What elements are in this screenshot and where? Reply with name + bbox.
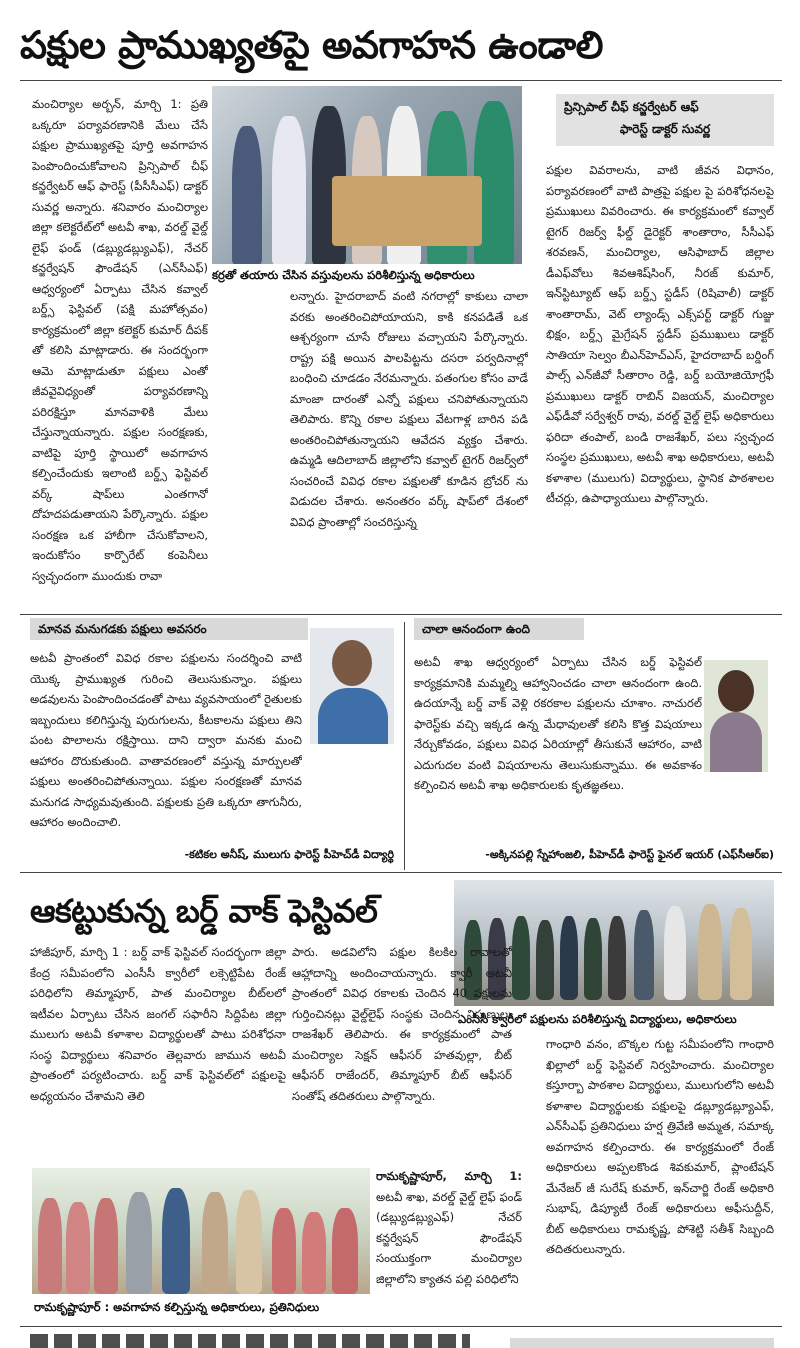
next-box-fragment <box>510 1338 774 1348</box>
divider <box>20 1326 782 1327</box>
dateline: రామకృష్ణాపూర్, మార్చి 1: <box>376 1169 522 1183</box>
divider <box>20 80 782 81</box>
photo-caption: ఎంసీసీ క్వారీలో పక్షులను పరిశీలిస్తున్న విద్యార్థులు, అధికారులు <box>458 1012 737 1026</box>
highlight-line-1: ప్రిన్సిపాల్ చీఫ్ కన్జర్వేటర్ ఆఫ్ <box>564 100 699 114</box>
quote-heading-very-happy: చాలా ఆనందంగా ఉంది <box>414 618 584 640</box>
quote1-signature: -కటికల అనీష్, ములుగు ఫారెస్ట్ పీహెచ్‌డీ విద్యార్థి <box>184 848 394 861</box>
headline-birds-importance: పక్షుల ప్రాముఖ్యతపై అవగాహన ఉండాలి <box>20 23 603 67</box>
article1-column-2: లన్నారు. హైదరాబాద్ వంటి నగరాల్లో కాకులు చాలా వరకు అంతరించిపోయాయని, కాకి కనపడితే ఒక ఆశ్చర్యంగా చూసే రోజులు వచ్చాయని పేర్కొన్నారు. రాష్ట్ర పక్షి అయిన పాలపిట్టను దసరా పర్వదినాల్లో బంధించి చూడడం నేరమన్నారు. పతంగుల కోసం వాడే మాంజా దారంతో ఎన్నో పక్షులు చనిపోతున్నాయని తెలిపారు. కొన్ని రకాల పక్షులు వేటగాళ్ల బారిన పడి అంతరించిపోతున్నాయని ఆవేదన వ్యక్తం చేశారు. ఉమ్మడి ఆదిలాబాద్ జిల్లాలోని కవ్వాల్ టైగర్ రిజర్వ్‌లో సంచరించే వివిధ రకాల పక్షులతో కూడిన బ్రోచర్ ను విడుదల చేశారు. అనంతరం వర్క్ షాప్‌లో దేశంలో వివిధ ప్రాంతాల్లో సంచరిస్తున్న <box>290 289 528 529</box>
article2-column-1: హాజీపూర్, మార్చి 1 : బర్డ్ వాక్ ఫెస్టివల్ సందర్భంగా జిల్లా కేంద్ర సమీపంలోని ఎంసీసీ క్వారీలో లక్సెట్టిపేట రేంజ్ పరిధిలోని తిమ్మాపూర్, పాత మంచిర్యాల బీట్‌లలో ఇటీవల ఏర్పాటు చేసిన జంగల్ సఫారీని సిద్దిపేట జిల్లా ములుగు అటవీ కళాశాల విద్యార్థులతో పాటు పరిశోధనా సంస్థ విద్యార్థులు శనివారం తెల్లవారు జామున అటవీ ప్రాంతంలో పర్యటించారు. బర్డ్ వాక్ ఫెస్టివల్‌లో పక్షులపై అధ్యయనం చేశామని తెలి <box>30 945 286 1103</box>
awareness-photo <box>32 1168 370 1294</box>
divider <box>20 872 782 873</box>
divider <box>20 614 782 615</box>
photo-caption: కర్రతో తయారు చేసిన వస్తువులను పరిశీలిస్తున్న అధికారులు <box>212 268 475 282</box>
student-portrait <box>704 660 768 772</box>
quote2-signature: -అక్కినపల్లి స్నేహాంజలి, పీహెచ్‌డీ ఫారెస్ట్ ఫైనల్ ఇయర్ (ఎఫ్‌సీఆర్‌ఐ) <box>485 848 774 861</box>
highlight-line-2: ఫారెస్ట్ డాక్టర్ సువర్ణ <box>619 122 711 136</box>
divider <box>404 622 405 870</box>
officials-photo <box>212 86 522 264</box>
quote1-body: అటవీ ప్రాంతంలో వివిధ రకాల పక్షులను సందర్శించి వాటి యొక్క ప్రాముఖ్యత గురించి తెలుసుకున్నాం. పక్షులు అడవులను పెంపొందించడంతో పాటు వ్యవసాయంలో రైతులకు ఇబ్బందులు కలిగిస్తున్న పురుగులను, కీటకాలను పక్షులు తిని పంట పొలాలను రక్షిస్తాయి. దాని ద్వారా మనకు మంచి ఆహారం దొరుకుతుంది. వాతావరణంలో వస్తున్న మార్పులతో పక్షులు అంతరించిపోతున్నాయి. పక్షుల సంరక్షణతో మానవ మనుగడ సాధ్యమవుతుంది. పక్షులకు ప్రతి ఒక్కరూ తాగునీరు, ఆహారం అందించాలి. <box>30 651 302 829</box>
article1-column-3: పక్షుల వివరాలను, వాటి జీవన విధానం, పర్యావరణంలో వాటి పాత్రపై పక్షుల పై పరిశోధనలపై ప్రముఖులు వివరించారు. ఈ కార్యక్రమంలో కవ్వాల్ టైగర్ రిజర్వ్ ఫీల్డ్ డైరెక్టర్ శాంతారాం, సీసీఎఫ్ శరవణన్, మంచిర్యాల, ఆసిఫాబాద్ జిల్లాల డీఎఫ్‌వోలు శివఆశిష్‌సింగ్, నీరజ్ కుమార్, ఇన్‌స్టిట్యూట్ ఆఫ్ బర్డ్స్ స్టడీస్ (రిషివాలీ) డాక్టర్ శాంతారామ్, వెట్ ల్యాండ్స్ ఎక్స్‌పర్ట్ డాక్టర్ గుజ్జు భిక్షం, బర్డ్స్ మైగ్రేషన్ స్టడీస్ ప్రముఖులు డాక్టర్ సాతియా సెల్వం బీఎన్‌హెచ్‌ఎస్, హైదరాబాద్ బర్డింగ్ పాల్స్ ఎన్‌జీవో సీతారాం రెడ్డి, బర్డ్ బయోజియోగ్రఫీ ప్రముఖులు డాక్టర్ రాబిన్ విజయన్, మంచిర్యాల ఎఫ్‌డీవో సర్వేశ్వర్ రావు, వరల్డ్ వైల్డ్ లైఫ్ అధికారులు ఫరిదా తంపాల్, బండి రాజశేఖర్, పలు స్వచ్ఛంద సంస్థల ప్రముఖులు, అటవీ శాఖ అధికారులు, అటవీ కళాశాల (ములుగు) విద్యార్థులు, స్థానిక పాఠశాలల టీచర్లు, ఉపాధ్యాయులు పాల్గొన్నారు. <box>546 163 774 505</box>
article3-body <box>376 1166 522 1314</box>
highlight-box <box>556 94 774 146</box>
quote-heading-human-survival: మానవ మనుగడకు పక్షులు అవసరం <box>30 618 308 640</box>
article2-column-2: పారు. అడవిలోని పక్షుల కిలకిల రావాలతో ఆహ్లాదాన్ని అందించాయన్నారు. క్వారీ అటవీ ప్రాంతంలో వివిధ రకాలకు చెందిన 40 పక్షులను గుర్తించినట్లు వైల్డ్‌లైఫ్ సంస్థకు చెందిన నిపుణులు రాజశేఖర్ తెలిపారు. ఈ కార్యక్రమంలో పాత మంచిర్యాల సెక్షన్ ఆఫీసర్ హతవుల్లా, బీట్ ఆఫీసర్ రాజేందర్, తిమ్మాపూర్ బీట్ ఆఫీసర్ సంతోష్ తదితరులు పాల్గొన్నారు. <box>292 945 512 1103</box>
next-headline-fragment <box>30 1334 470 1348</box>
article3-text: అటవీ శాఖ, వరల్డ్ వైల్డ్ లైఫ్ ఫండ్ (డబ్ల్యుడబ్ల్యుఎఫ్) నేచర్ కన్జర్వేషన్ ఫౌండేషన్ సంయుక్తంగా మంచిర్యాల జిల్లాలోని క్యాతన పల్లి పరిధిలోని <box>376 1189 522 1286</box>
photo-caption: రామకృష్ణాపూర్ : అవగాహన కల్పిస్తున్న అధికారులు, ప్రతినిధులు <box>34 1300 320 1314</box>
headline-bird-walk: ఆకట్టుకున్న బర్డ్ వాక్ ఫెస్టివల్ <box>30 892 378 930</box>
quote2-body: అటవీ శాఖ ఆధ్వర్యంలో ఏర్పాటు చేసిన బర్డ్ ఫెస్టివల్ కార్యక్రమానికి మమ్మల్ని ఆహ్వానించడం చాలా ఆనందంగా ఉంది. ఉదయాన్నే బర్డ్ వాక్ వెళ్లి రకరకాల పక్షులను చూశాం. నాచురల్ ఫారెస్ట్‌కు వచ్చి ఇక్కడ ఉన్న మేధావులతో కలిసి కొత్త విషయాలు నేర్చుకోవడం, పక్షులు వివిధ ఏరియాల్లో తీసుకునే ఆహారం, వాటి ఎదుగుదల వంటి విషయాలను తెలుసుకున్నాము. ఈ అవకాశం కల్పించిన అటవీ శాఖ అధికారులకు కృతజ్ఞతలు. <box>414 655 702 792</box>
student-portrait <box>310 628 394 744</box>
article2-column-3: గాంధారి వనం, బొక్కల గుట్ట సమీపంలోని గాంధారి ఖిల్లాలో బర్డ్ ఫెస్టివల్ నిర్వహించారు. మంచిర్యాల కస్తూర్బా పాఠశాల విద్యార్థులు, ములుగులోని అటవీ కళాశాల విద్యార్థులకు పక్షులపై డబ్ల్యూడబ్ల్యూఎఫ్, ఎన్‌సీఎఫ్ ప్రతినిధులు హర్ష త్రివేణి అమ్మత, సమాక్క అవగాహన కల్పించారు. ఈ కార్యక్రమంలో రేంజ్ అధికారులు అప్పలకొండ శివకుమార్, ప్లాంటేషన్ మేనేజర్ జీ సురేష్ కుమార్, ఇన్‌చార్జి రేంజ్ అధికారి సుభాష్, డిప్యూటీ రేంజ్ అధికారులు అఫీసుద్దీన్, బీట్ అధికారులు రామకృష్ణ, పోశెట్టి సతీశ్ సిబ్బంది తదితరులున్నారు. <box>546 1037 774 1256</box>
article1-column-1: మంచిర్యాల అర్బన్, మార్చి 1: ప్రతి ఒక్కరూ పర్యావరణానికి మేలు చేసే పక్షుల ప్రాముఖ్యతపై పూర్తి అవగాహన పెంపొందించుకోవాలని ప్రిన్సిపాల్ చీఫ్ కన్జర్వేటర్ ఆఫ్ ఫారెస్ట్ (పీసీసీఎఫ్) డాక్టర్ సువర్ణ అన్నారు. శనివారం మంచిర్యాల జిల్లా కలెక్టరేట్‌లో అటవీ శాఖ, వరల్డ్ వైల్డ్ లైఫ్ ఫండ్ (డబ్ల్యుడబ్ల్యుఎఫ్), నేచర్ కన్జర్వేషన్ ఫౌండేషన్ (ఎన్‌సీఎఫ్) ఆధ్వర్యంలో ఏర్పాటు చేసిన కవ్వాల్ బర్డ్స్ ఫెస్టివల్ (పక్షి మహోత్సవం) కార్యక్రమంలో జిల్లా కలెక్టర్ కుమార్ దీపక్ తో కలిసి మాట్లాడారు. ఈ సందర్భంగా ఆమె మాట్లాడుతూ పక్షులు ఎంతో జీవవైవిధ్యంతో పర్యావరణాన్ని పరిరక్షిస్తూ మానవాళికి మేలు చేస్తున్నాయన్నారు. పక్షుల సంరక్షణకు, వాటిపై పూర్తి స్థాయిలో అవగాహన కల్పించేందుకు ఇలాంటి బర్డ్స్ ఫెస్టివల్ వర్క్ షాప్‌లు ఎంతగానో దోహదపడుతాయని పేర్కొన్నారు. పక్షుల సంరక్షణ ఒక హాబీగా చేసుకోవాలని, ఇందుకోసం కార్పొరేట్ కంపెనీలు స్వచ్ఛందంగా ముందుకు రావా <box>32 97 208 583</box>
